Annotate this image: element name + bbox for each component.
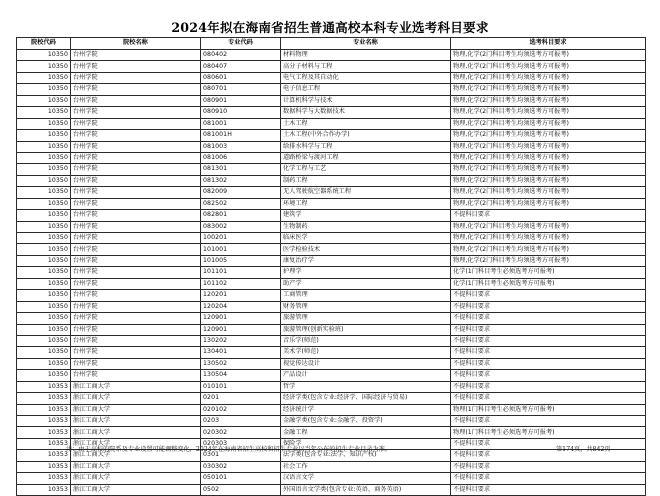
cell-major-code: 081003 — [201, 141, 281, 152]
cell-major-name: 助产学 — [281, 278, 451, 289]
cell-school-code: 10353 — [17, 438, 71, 449]
table-row — [17, 290, 646, 301]
cell-school-name: 台州学院 — [71, 107, 201, 118]
footer-note: 注：由于高校的院系及专业设置可能调整变化，2024年在海南省招生高校和招生专业以当年公布的招生专业目录为准。 — [66, 446, 392, 453]
cell-school-code: 10350 — [17, 301, 71, 312]
major-requirements-table-container — [16, 37, 645, 496]
cell-major-name: 临床医学 — [281, 233, 451, 244]
cell-school-name: 台州学院 — [71, 130, 201, 141]
table-row — [17, 404, 646, 415]
column-header-major-code: 专业代码 — [201, 38, 281, 50]
cell-school-code: 10350 — [17, 61, 71, 72]
cell-school-name: 台州学院 — [71, 267, 201, 278]
cell-requirement: 不提科目要求 — [451, 416, 646, 427]
table-row — [17, 267, 646, 278]
cell-major-name: 电气工程及其自动化 — [281, 72, 451, 83]
cell-major-code: 120204 — [201, 301, 281, 312]
table-row — [17, 198, 646, 209]
cell-major-name: 医学检验技术 — [281, 244, 451, 255]
cell-requirement: 不提科目要求 — [451, 370, 646, 381]
footer-page-number: 第174页，共842页 — [556, 446, 611, 453]
cell-major-code: 080402 — [201, 50, 281, 61]
cell-school-name: 台州学院 — [71, 358, 201, 369]
column-header-school-name: 院校名称 — [71, 38, 201, 50]
table-row — [17, 427, 646, 438]
cell-major-code: 0301 — [201, 450, 281, 461]
cell-major-code: 130502 — [201, 358, 281, 369]
cell-major-code: 100201 — [201, 233, 281, 244]
cell-major-name: 金融工程 — [281, 427, 451, 438]
cell-major-code: 080901 — [201, 95, 281, 106]
cell-school-name: 台州学院 — [71, 84, 201, 95]
cell-school-name: 台州学院 — [71, 152, 201, 163]
cell-major-name: 产品设计 — [281, 370, 451, 381]
cell-major-code: 030302 — [201, 461, 281, 472]
cell-school-name: 台州学院 — [71, 313, 201, 324]
cell-school-name: 台州学院 — [71, 118, 201, 129]
cell-major-code: 020102 — [201, 404, 281, 415]
table-row — [17, 50, 646, 61]
cell-major-name: 金融学类(包含专业:金融学、投资学) — [281, 416, 451, 427]
cell-school-code: 10350 — [17, 84, 71, 95]
cell-requirement: 物理,化学(2门科目考生均须选考方可报考) — [451, 233, 646, 244]
cell-school-code: 10350 — [17, 152, 71, 163]
cell-school-name: 台州学院 — [71, 301, 201, 312]
cell-school-code: 10350 — [17, 210, 71, 221]
table-header-row — [17, 38, 646, 50]
cell-school-code: 10350 — [17, 95, 71, 106]
cell-requirement: 不提科目要求 — [451, 393, 646, 404]
table-row — [17, 335, 646, 346]
cell-major-code: 101102 — [201, 278, 281, 289]
cell-requirement: 物理,化学(2门科目考生均须选考方可报考) — [451, 198, 646, 209]
cell-major-name: 建筑学 — [281, 210, 451, 221]
table-row — [17, 461, 646, 472]
cell-major-code: 130504 — [201, 370, 281, 381]
cell-major-code: 080407 — [201, 61, 281, 72]
cell-major-name: 保险学 — [281, 438, 451, 449]
table-row — [17, 244, 646, 255]
cell-major-name: 康复治疗学 — [281, 255, 451, 266]
cell-requirement: 物理,化学(2门科目考生均须选考方可报考) — [451, 61, 646, 72]
cell-school-name: 台州学院 — [71, 187, 201, 198]
cell-major-code: 0203 — [201, 416, 281, 427]
cell-school-code: 10353 — [17, 461, 71, 472]
cell-requirement: 不提科目要求 — [451, 438, 646, 449]
cell-school-code: 10353 — [17, 450, 71, 461]
cell-requirement: 物理,化学(2门科目考生均须选考方可报考) — [451, 50, 646, 61]
cell-requirement: 物理,化学(2门科目考生均须选考方可报考) — [451, 84, 646, 95]
table-row — [17, 107, 646, 118]
cell-requirement: 不提科目要求 — [451, 358, 646, 369]
cell-school-name: 台州学院 — [71, 290, 201, 301]
cell-requirement: 不提科目要求 — [451, 210, 646, 221]
table-row — [17, 164, 646, 175]
cell-requirement: 物理,化学(2门科目考生均须选考方可报考) — [451, 95, 646, 106]
cell-requirement: 不提科目要求 — [451, 450, 646, 461]
cell-major-code: 082502 — [201, 198, 281, 209]
cell-requirement: 不提科目要求 — [451, 290, 646, 301]
cell-school-code: 10350 — [17, 187, 71, 198]
cell-major-name: 电子信息工程 — [281, 84, 451, 95]
cell-major-name: 道路桥梁与渡河工程 — [281, 152, 451, 163]
cell-school-code: 10350 — [17, 244, 71, 255]
cell-school-code: 10350 — [17, 130, 71, 141]
cell-major-code: 130401 — [201, 347, 281, 358]
cell-school-code: 10353 — [17, 416, 71, 427]
cell-major-name: 汉语言文学 — [281, 473, 451, 484]
cell-school-code: 10350 — [17, 358, 71, 369]
cell-requirement: 不提科目要求 — [451, 324, 646, 335]
cell-requirement: 不提科目要求 — [451, 381, 646, 392]
cell-requirement: 物理,化学(2门科目考生均须选考方可报考) — [451, 107, 646, 118]
cell-requirement: 物理,化学(2门科目考生均须选考方可报考) — [451, 72, 646, 83]
cell-school-name: 台州学院 — [71, 233, 201, 244]
cell-school-code: 10350 — [17, 347, 71, 358]
cell-requirement: 物理,化学(2门科目考生均须选考方可报考) — [451, 141, 646, 152]
cell-school-name: 浙江工商大学 — [71, 484, 201, 495]
cell-major-name: 经济统计学 — [281, 404, 451, 415]
table-row — [17, 324, 646, 335]
cell-school-code: 10353 — [17, 404, 71, 415]
cell-major-name: 制药工程 — [281, 175, 451, 186]
table-row — [17, 416, 646, 427]
cell-major-name: 高分子材料与工程 — [281, 61, 451, 72]
cell-requirement: 物理,化学(2门科目考生均须选考方可报考) — [451, 130, 646, 141]
cell-school-code: 10353 — [17, 381, 71, 392]
cell-school-code: 10350 — [17, 255, 71, 266]
cell-school-name: 台州学院 — [71, 164, 201, 175]
table-row — [17, 152, 646, 163]
cell-major-code: 081001H — [201, 130, 281, 141]
cell-requirement: 物理,化学(2门科目考生均须选考方可报考) — [451, 255, 646, 266]
cell-school-name: 台州学院 — [71, 50, 201, 61]
cell-school-code: 10350 — [17, 50, 71, 61]
cell-major-name: 旅游管理(创新实验班) — [281, 324, 451, 335]
table-header — [17, 38, 646, 50]
table-row — [17, 187, 646, 198]
cell-requirement: 物理,化学(2门科目考生均须选考方可报考) — [451, 221, 646, 232]
cell-requirement: 物理,化学(2门科目考生均须选考方可报考) — [451, 187, 646, 198]
cell-requirement: 不提科目要求 — [451, 335, 646, 346]
cell-major-code: 101001 — [201, 244, 281, 255]
table-row — [17, 72, 646, 83]
cell-major-name: 法学类(包含专业:法学、知识产权) — [281, 450, 451, 461]
cell-major-name: 给排水科学与工程 — [281, 141, 451, 152]
cell-school-name: 台州学院 — [71, 72, 201, 83]
major-requirements-table — [16, 37, 646, 496]
cell-major-name: 土木工程(中外合作办学) — [281, 130, 451, 141]
cell-requirement: 物理(1门科目考生必须选考方可报考) — [451, 427, 646, 438]
table-row — [17, 61, 646, 72]
cell-major-code: 0502 — [201, 484, 281, 495]
table-row — [17, 210, 646, 221]
cell-requirement: 物理,化学(2门科目考生均须选考方可报考) — [451, 118, 646, 129]
cell-major-name: 社会工作 — [281, 461, 451, 472]
cell-school-code: 10353 — [17, 484, 71, 495]
cell-requirement: 不提科目要求 — [451, 347, 646, 358]
cell-school-code: 10350 — [17, 198, 71, 209]
table-row — [17, 473, 646, 484]
table-row — [17, 370, 646, 381]
cell-major-code: 081302 — [201, 175, 281, 186]
cell-major-name: 数据科学与大数据技术 — [281, 107, 451, 118]
cell-major-code: 010101 — [201, 381, 281, 392]
cell-major-name: 经济学类(包含专业:经济学、国际经济与贸易) — [281, 393, 451, 404]
cell-school-name: 台州学院 — [71, 221, 201, 232]
table-row — [17, 84, 646, 95]
cell-major-name: 美术学(师范) — [281, 347, 451, 358]
table-row — [17, 221, 646, 232]
cell-major-code: 050101 — [201, 473, 281, 484]
cell-school-code: 10350 — [17, 278, 71, 289]
cell-school-code: 10350 — [17, 72, 71, 83]
cell-major-name: 旅游管理 — [281, 313, 451, 324]
cell-school-name: 浙江工商大学 — [71, 393, 201, 404]
cell-major-name: 视觉传达设计 — [281, 358, 451, 369]
column-header-major-name: 专业名称 — [281, 38, 451, 50]
cell-requirement: 不提科目要求 — [451, 461, 646, 472]
table-row — [17, 278, 646, 289]
cell-major-code: 120901 — [201, 324, 281, 335]
cell-school-name: 浙江工商大学 — [71, 461, 201, 472]
cell-major-name: 环境工程 — [281, 198, 451, 209]
cell-school-name: 台州学院 — [71, 61, 201, 72]
table-row — [17, 301, 646, 312]
table-row — [17, 393, 646, 404]
cell-requirement: 不提科目要求 — [451, 473, 646, 484]
cell-school-code: 10350 — [17, 221, 71, 232]
cell-school-code: 10350 — [17, 370, 71, 381]
cell-school-name: 台州学院 — [71, 244, 201, 255]
cell-major-code: 0201 — [201, 393, 281, 404]
cell-school-name: 台州学院 — [71, 324, 201, 335]
cell-school-code: 10350 — [17, 164, 71, 175]
table-row — [17, 175, 646, 186]
cell-major-name: 化学工程与工艺 — [281, 164, 451, 175]
cell-school-name: 浙江工商大学 — [71, 427, 201, 438]
cell-school-name: 浙江工商大学 — [71, 450, 201, 461]
cell-school-name: 台州学院 — [71, 198, 201, 209]
cell-school-name: 浙江工商大学 — [71, 438, 201, 449]
cell-school-name: 台州学院 — [71, 95, 201, 106]
cell-major-code: 081301 — [201, 164, 281, 175]
cell-school-name: 台州学院 — [71, 141, 201, 152]
cell-major-code: 120901 — [201, 313, 281, 324]
cell-major-name: 工商管理 — [281, 290, 451, 301]
cell-school-code: 10353 — [17, 473, 71, 484]
cell-school-code: 10350 — [17, 175, 71, 186]
cell-school-name: 浙江工商大学 — [71, 416, 201, 427]
column-header-requirement: 选考科目要求 — [451, 38, 646, 50]
cell-major-code: 081001 — [201, 118, 281, 129]
cell-major-name: 计算机科学与技术 — [281, 95, 451, 106]
cell-school-code: 10350 — [17, 313, 71, 324]
cell-major-code: 082009 — [201, 187, 281, 198]
cell-requirement: 化学(1门科目考生必须选考方可报考) — [451, 267, 646, 278]
cell-major-code: 101005 — [201, 255, 281, 266]
table-row — [17, 358, 646, 369]
cell-school-code: 10353 — [17, 427, 71, 438]
cell-major-code: 101101 — [201, 267, 281, 278]
table-row — [17, 484, 646, 495]
page-title: 2024年拟在海南省招生普通高校本科专业选考科目要求 — [171, 20, 489, 35]
table-body — [17, 50, 646, 496]
cell-major-name: 材料物理 — [281, 50, 451, 61]
cell-major-code: 080701 — [201, 84, 281, 95]
cell-school-name: 台州学院 — [71, 370, 201, 381]
cell-school-name: 台州学院 — [71, 335, 201, 346]
cell-major-code: 020303 — [201, 438, 281, 449]
cell-major-code: 080601 — [201, 72, 281, 83]
cell-major-code: 081006 — [201, 152, 281, 163]
cell-school-name: 台州学院 — [71, 278, 201, 289]
cell-school-code: 10350 — [17, 141, 71, 152]
cell-school-name: 浙江工商大学 — [71, 381, 201, 392]
cell-requirement: 不提科目要求 — [451, 313, 646, 324]
table-row — [17, 118, 646, 129]
cell-major-code: 120201 — [201, 290, 281, 301]
cell-requirement: 不提科目要求 — [451, 301, 646, 312]
cell-major-code: 083002 — [201, 221, 281, 232]
cell-school-name: 台州学院 — [71, 347, 201, 358]
cell-requirement: 物理,化学(2门科目考生均须选考方可报考) — [451, 152, 646, 163]
cell-school-name: 台州学院 — [71, 210, 201, 221]
cell-school-code: 10350 — [17, 107, 71, 118]
column-header-school-code: 院校代码 — [17, 38, 71, 50]
cell-school-code: 10350 — [17, 267, 71, 278]
cell-major-code: 130202 — [201, 335, 281, 346]
cell-major-code: 080910 — [201, 107, 281, 118]
cell-requirement: 物理(1门科目考生必须选考方可报考) — [451, 404, 646, 415]
table-row — [17, 130, 646, 141]
cell-major-name: 无人驾驶航空器系统工程 — [281, 187, 451, 198]
cell-school-name: 浙江工商大学 — [71, 473, 201, 484]
cell-major-name: 哲学 — [281, 381, 451, 392]
cell-major-name: 财务管理 — [281, 301, 451, 312]
cell-school-code: 10350 — [17, 118, 71, 129]
cell-major-code: 082801 — [201, 210, 281, 221]
cell-school-code: 10350 — [17, 290, 71, 301]
table-row — [17, 347, 646, 358]
cell-requirement: 化学(1门科目考生必须选考方可报考) — [451, 278, 646, 289]
cell-school-code: 10350 — [17, 335, 71, 346]
cell-major-name: 外国语言文学类(包含专业:英语、商务英语) — [281, 484, 451, 495]
table-row — [17, 313, 646, 324]
cell-requirement: 不提科目要求 — [451, 484, 646, 495]
cell-school-name: 浙江工商大学 — [71, 404, 201, 415]
cell-requirement: 物理,化学(2门科目考生均须选考方可报考) — [451, 175, 646, 186]
cell-major-name: 生物制药 — [281, 221, 451, 232]
cell-major-name: 护理学 — [281, 267, 451, 278]
cell-major-name: 音乐学(师范) — [281, 335, 451, 346]
table-row — [17, 255, 646, 266]
table-row — [17, 95, 646, 106]
cell-requirement: 物理,化学(2门科目考生均须选考方可报考) — [451, 164, 646, 175]
cell-school-name: 台州学院 — [71, 255, 201, 266]
table-row — [17, 233, 646, 244]
cell-requirement: 物理,化学(2门科目考生均须选考方可报考) — [451, 244, 646, 255]
table-row — [17, 381, 646, 392]
cell-school-code: 10353 — [17, 393, 71, 404]
cell-major-code: 020302 — [201, 427, 281, 438]
cell-school-code: 10350 — [17, 233, 71, 244]
cell-school-code: 10350 — [17, 324, 71, 335]
cell-school-name: 台州学院 — [71, 175, 201, 186]
table-row — [17, 141, 646, 152]
cell-major-name: 土木工程 — [281, 118, 451, 129]
